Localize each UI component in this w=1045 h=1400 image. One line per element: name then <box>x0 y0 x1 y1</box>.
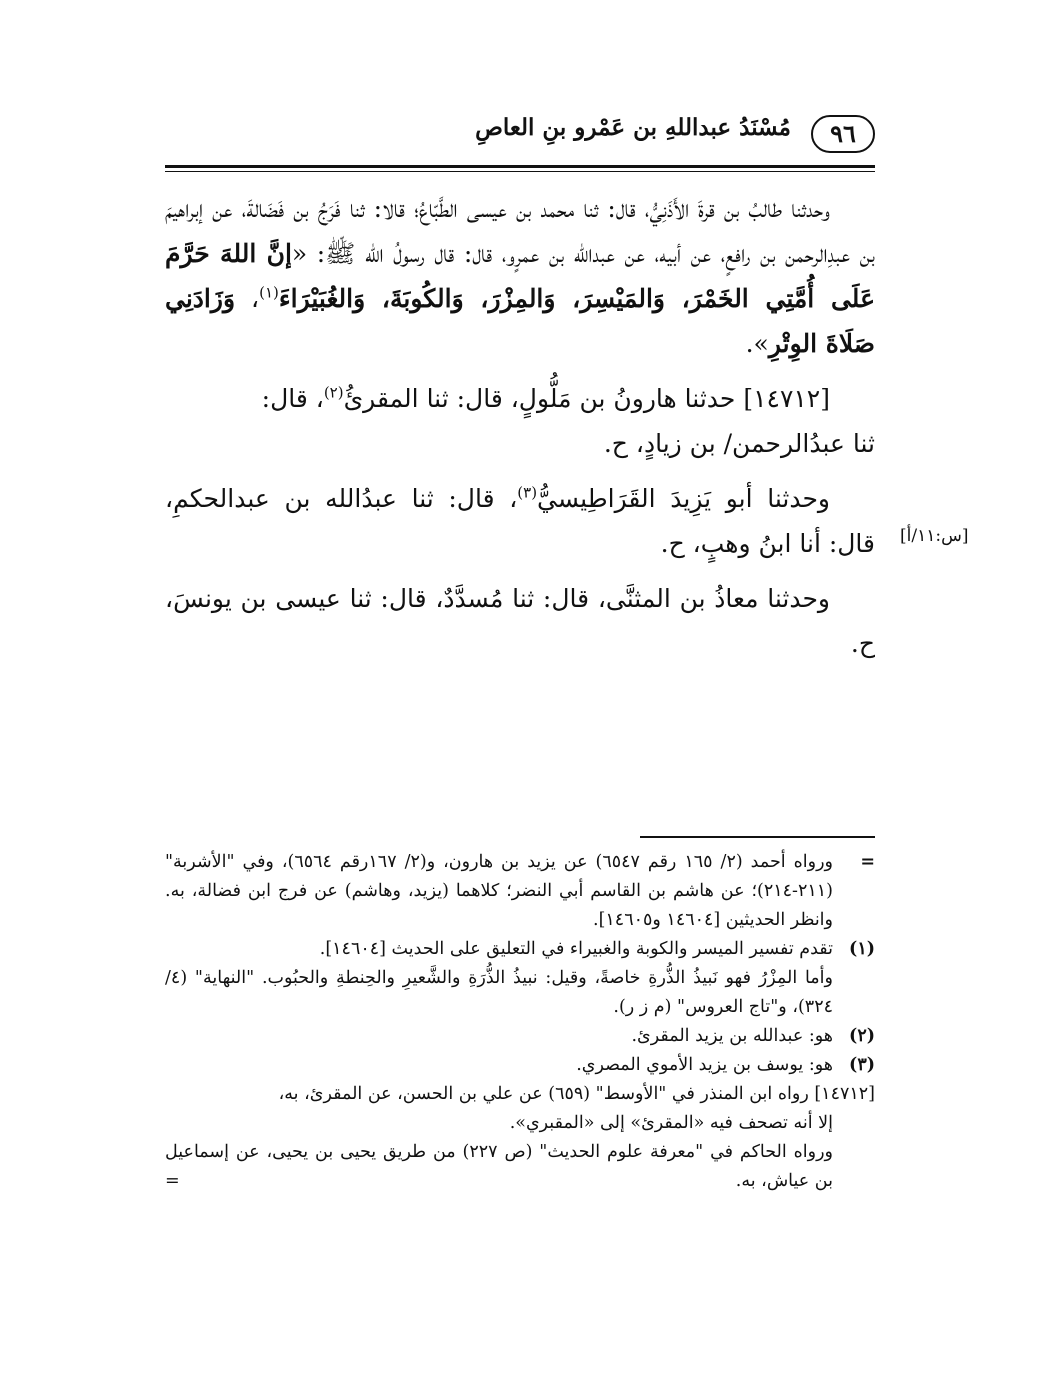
paragraph-hadith-14712 <box>165 376 875 466</box>
footnote-ref-3[interactable]: (٣) <box>517 483 538 502</box>
footnote-1-text: تقدم تفسير الميسر والكوبة والغبيراء في التعليق على الحديث [١٤٦٠٤]. <box>319 939 833 959</box>
footnote-continued-text: ورواه أحمد (٢/ ١٦٥ رقم ٦٥٤٧) عن يزيد بن هارون، و(٢/ ١٦٧رقم ٦٥٦٤)، وفي "الأشربة" (٢١١-٢١٤)؛ عن هاشم بن القاسم أبي النضر؛ كلاهما (يزيد، وهاشم) عن فرج ابن فضالة، به. وانظر الحديثين [١٤٦٠٤ و١٤٦٠٥]. <box>165 852 833 930</box>
footnote-1-mark: (١) <box>849 939 875 959</box>
header-rule-thin <box>165 171 875 172</box>
page-number-badge: ٩٦ <box>811 115 875 153</box>
footnote-hadith-14712-line-2: إلا أنه تصحف فيه «المقرئ» إلى «المقبري». <box>509 1113 833 1133</box>
paragraph-isnad-qaratisi <box>165 476 875 566</box>
footnote-3-text: هو: يوسف بن يزيد الأموي المصري. <box>576 1055 833 1075</box>
isnad-text-muadh: وحدثنا معاذُ بن المثنَّى، قال: ثنا مُسدَّدٌ، قال: ثنا عيسى بن يونسَ، ح. <box>165 584 875 658</box>
isnad-text: وحدثنا طالبُ بن قرةَ الأَذَنِيُّ، قال: ثنا محمد بن عيسى الطَّبّاعُ؛ قالا: ثنا فَرَجُ بن فَضَالةَ، عن إبراهيمَ بن عبدِالرحمن بن رافعٍ، عن أبيه، عن عبدالله بن عمرٍو، قال: قال رسولُ الله ﷺ: « <box>165 194 875 268</box>
footnote-2 <box>165 1022 875 1051</box>
footnote-3-mark: (٣) <box>849 1055 875 1075</box>
paragraph-isnad-1 <box>165 186 875 366</box>
separator: ، <box>235 284 260 313</box>
footnote-hadith-14712-hakim <box>165 1138 875 1196</box>
footnote-ref-1[interactable]: (١) <box>259 283 279 302</box>
isnad-continuation-qaratisi: ، قال: ثنا عبدُالله بن عبدالحكمِ، قال: أنا ابنُ وهبٍ، ح. <box>165 484 875 558</box>
hadith-number-text: [١٤٧١٢] حدثنا هارونُ بن مَلُّولٍ، قال: ثنا المقرئُ <box>343 384 830 413</box>
footnote-1 <box>165 935 875 1022</box>
isnad-line-abdurrahman: ثنا عبدُالرحمن/ بن زيادٍ، ح. <box>603 429 875 458</box>
footnote-hakim-text: ورواه الحاكم في "معرفة علوم الحديث" (ص ٢٢٧) من طريق يحيى بن يحيى، عن إسماعيل بن عياش، به. <box>165 1142 833 1191</box>
footnote-2-mark: (٢) <box>849 1026 875 1046</box>
footnote-3 <box>165 1051 875 1080</box>
footnote-ref-2[interactable]: (٢) <box>323 383 344 402</box>
quote-close: ». <box>745 329 769 358</box>
page-header <box>165 112 875 162</box>
footnote-hadith-14712: [١٤٧١٢] رواه ابن المنذر في "الأوسط" (٦٥٩) عن علي بن الحسن، عن المقرئ، به، <box>278 1084 875 1104</box>
isnad-continuation: ، قال: <box>261 384 324 413</box>
main-text <box>165 186 875 676</box>
paragraph-isnad-muadh <box>165 576 875 666</box>
continued-next-page-mark: = <box>165 1171 180 1191</box>
header-rule-thick <box>165 165 875 168</box>
footnote-continued <box>165 848 875 935</box>
continuation-mark: = <box>860 852 875 872</box>
footnote-separator <box>640 836 875 838</box>
hadith-matn-addition: وَزَادَنِي صَلَاةَ الوِتْرِ <box>165 284 875 358</box>
footnote-1-text-2: وأما المِزْرُ فهو نَبيذُ الذُّرةِ خاصةً، وقيل: نبيذُ الذُّرَةِ والشَّعيرِ والحِنطةِ والحبُوب. "النهاية" (٤/ ٣٢٤)، و"تاج العروس" (م ز ر). <box>165 968 833 1017</box>
footnote-2-text: هو: عبدالله بن يزيد المقرئ. <box>631 1026 833 1046</box>
footnotes <box>165 848 875 1196</box>
isnad-text-qaratisi: وحدثنا أبو يَزِيدَ القَرَاطِيسيُّ <box>537 484 830 513</box>
running-title: مُسْنَدُ عبداللهِ بن عَمْرو بنِ العاصِ <box>475 114 791 141</box>
hadith-matn: إنَّ اللهَ حَرَّمَ عَلَى أُمَّتِي الخَمْرَ، وَالمَيْسِرَ، وَالمِزْرَ، وَالكُوبَةَ، وَالغُبَيْرَاءَ <box>165 239 875 313</box>
manuscript-margin-note: [س:١١/أ] <box>900 526 969 546</box>
